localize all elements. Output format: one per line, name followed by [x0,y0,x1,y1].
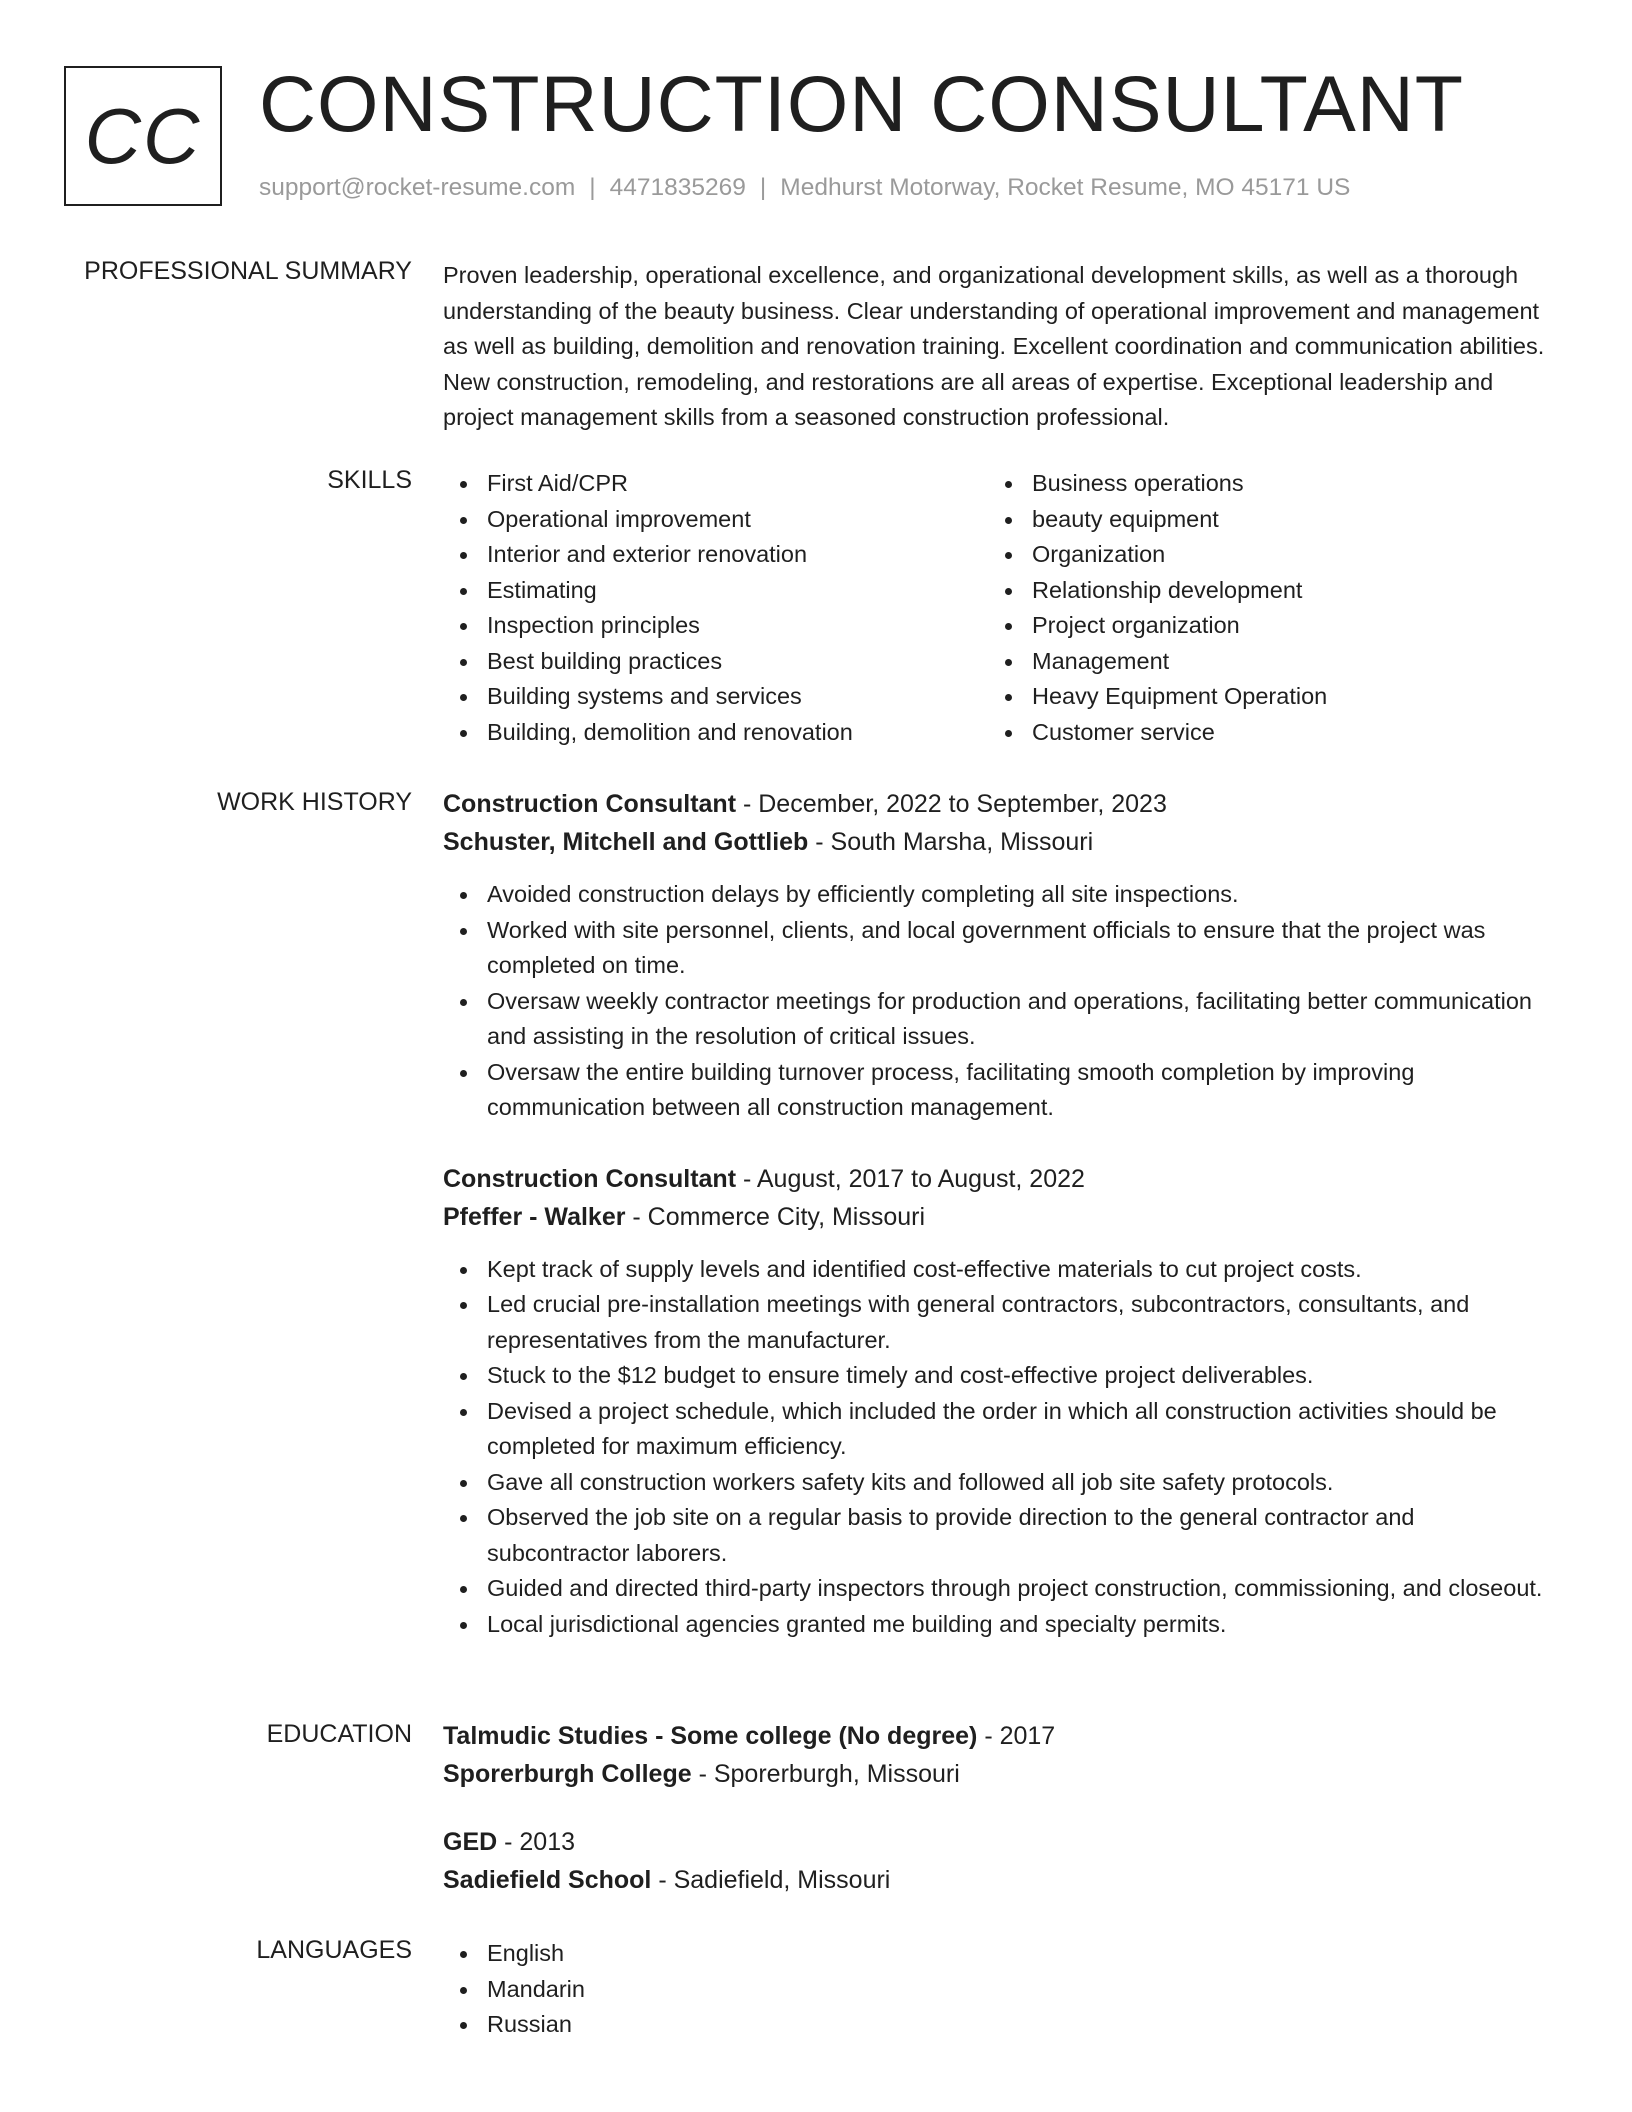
languages-heading: LANGUAGES [256,1936,412,1964]
skill-item: Building, demolition and renovation [487,715,988,751]
summary-text: Proven leadership, operational excellence, and organizational development skills, as well as a thorough understanding of the beauty business. Clear understanding of operational improvement and management as well as building, demolition and renovation training. Excellent coordination and communication abilities. New construction, remodeling, and restorations are all areas of expertise. Exceptional leadership and project management skills from a seasoned construction professional. [443,262,1545,430]
education-degree: Talmudic Studies - Some college (No degree) [443,1722,978,1750]
education-location: - Sadiefield, Missouri [651,1866,891,1894]
language-item: Russian [487,2007,1563,2043]
education-degree-line [443,1823,1563,1861]
job-dates: - December, 2022 to September, 2023 [736,790,1167,818]
education-year: - 2017 [977,1722,1056,1750]
education-school-line [443,1755,1563,1793]
work-history-heading: WORK HISTORY [217,788,412,816]
education-entry [443,1717,1563,1793]
education-degree-line [443,1717,1563,1755]
education-location: - Sporerburgh, Missouri [691,1760,960,1788]
education-school: Sporerburgh College [443,1760,692,1788]
job-bullet: Local jurisdictional agencies granted me building and specialty permits. [487,1607,1563,1643]
skill-item: Operational improvement [487,502,988,538]
contact-separator: | [589,174,596,201]
skill-item: Inspection principles [487,608,988,644]
skill-item: Business operations [1032,466,1533,502]
skill-item: Customer service [1032,715,1533,751]
skills-grid [443,466,1563,750]
education-year: - 2013 [497,1828,576,1856]
languages-list [443,1936,1563,2043]
contact-phone: 4471835269 [609,174,746,201]
skills-body [443,466,1563,750]
education-school-line [443,1861,1563,1899]
language-item: Mandarin [487,1972,1563,2008]
contact-email: support@rocket-resume.com [259,174,576,201]
job-bullet: Stuck to the $12 budget to ensure timely and cost-effective project deliverables. [487,1358,1563,1394]
skill-item: First Aid/CPR [487,466,988,502]
job-dates: - August, 2017 to August, 2022 [736,1164,1085,1193]
job-bullet: Avoided construction delays by efficiently completing all site inspections. [487,877,1563,913]
monogram-box: CC [64,66,222,206]
summary-heading: PROFESSIONAL SUMMARY [84,257,412,285]
contact-line [259,174,1350,202]
job-bullet: Oversaw the entire building turnover process, facilitating smooth completion by improving communication between all construction management. [487,1055,1563,1126]
job-title: Construction Consultant [443,790,737,818]
job-title-line [443,1160,1563,1198]
candidate-title: CONSTRUCTION CONSULTANT [259,59,1465,148]
job-location: - South Marsha, Missouri [808,828,1094,856]
skill-item: Estimating [487,573,988,609]
skills-heading: SKILLS [327,466,412,494]
education-degree: GED [443,1828,498,1856]
summary-body [443,258,1563,436]
job-title: Construction Consultant [443,1164,737,1193]
job-bullet: Oversaw weekly contractor meetings for production and operations, facilitating better communication and assisting in the resolution of critical issues. [487,984,1563,1055]
skills-list-left [443,466,988,750]
skill-item: Heavy Equipment Operation [1032,679,1533,715]
languages-body [443,1936,1563,2043]
resume-header [64,59,1568,214]
job-bullet: Guided and directed third-party inspectors through project construction, commissioning, and closeout. [487,1571,1563,1607]
language-item: English [487,1936,1563,1972]
skill-item: Organization [1032,537,1533,573]
skills-column-right [988,466,1533,750]
job-title-line [443,785,1563,823]
education-entry [443,1823,1563,1899]
job-bullets [443,877,1563,1126]
job-bullet: Observed the job site on a regular basis to provide direction to the general contractor and subcontractor laborers. [487,1500,1563,1571]
job-company: Schuster, Mitchell and Gottlieb [443,828,809,856]
skill-item: Project organization [1032,608,1533,644]
job-bullet: Led crucial pre-installation meetings with general contractors, subcontractors, consultants, and representatives from the manufacturer. [487,1287,1563,1358]
skill-item: Best building practices [487,644,988,680]
job-bullet: Kept track of supply levels and identified cost-effective materials to cut project costs. [487,1252,1563,1288]
contact-separator: | [759,174,767,201]
job-entry [443,1160,1563,1643]
skill-item: beauty equipment [1032,502,1533,538]
job-company-line [443,823,1563,861]
education-school: Sadiefield School [443,1866,652,1894]
skill-item: Management [1032,644,1533,680]
contact-address: Medhurst Motorway, Rocket Resume, MO 45171 US [780,174,1351,201]
job-company-line [443,1198,1563,1236]
education-body [443,1717,1563,1899]
skill-item: Interior and exterior renovation [487,537,988,573]
job-bullet: Gave all construction workers safety kits and followed all job site safety protocols. [487,1465,1563,1501]
job-bullet: Worked with site personnel, clients, and local government officials to ensure that the project was completed on time. [487,913,1563,984]
job-bullets [443,1252,1563,1643]
job-bullet: Devised a project schedule, which included the order in which all construction activities should be completed for maximum efficiency. [487,1394,1563,1465]
skills-list-right [988,466,1533,750]
education-heading: EDUCATION [266,1720,412,1748]
skill-item: Building systems and services [487,679,988,715]
job-entry [443,785,1563,1126]
job-company: Pfeffer - Walker [443,1202,626,1231]
work-history-body [443,785,1563,1642]
skill-item: Relationship development [1032,573,1533,609]
job-location: - Commerce City, Missouri [625,1202,926,1231]
skills-column-left [443,466,988,750]
